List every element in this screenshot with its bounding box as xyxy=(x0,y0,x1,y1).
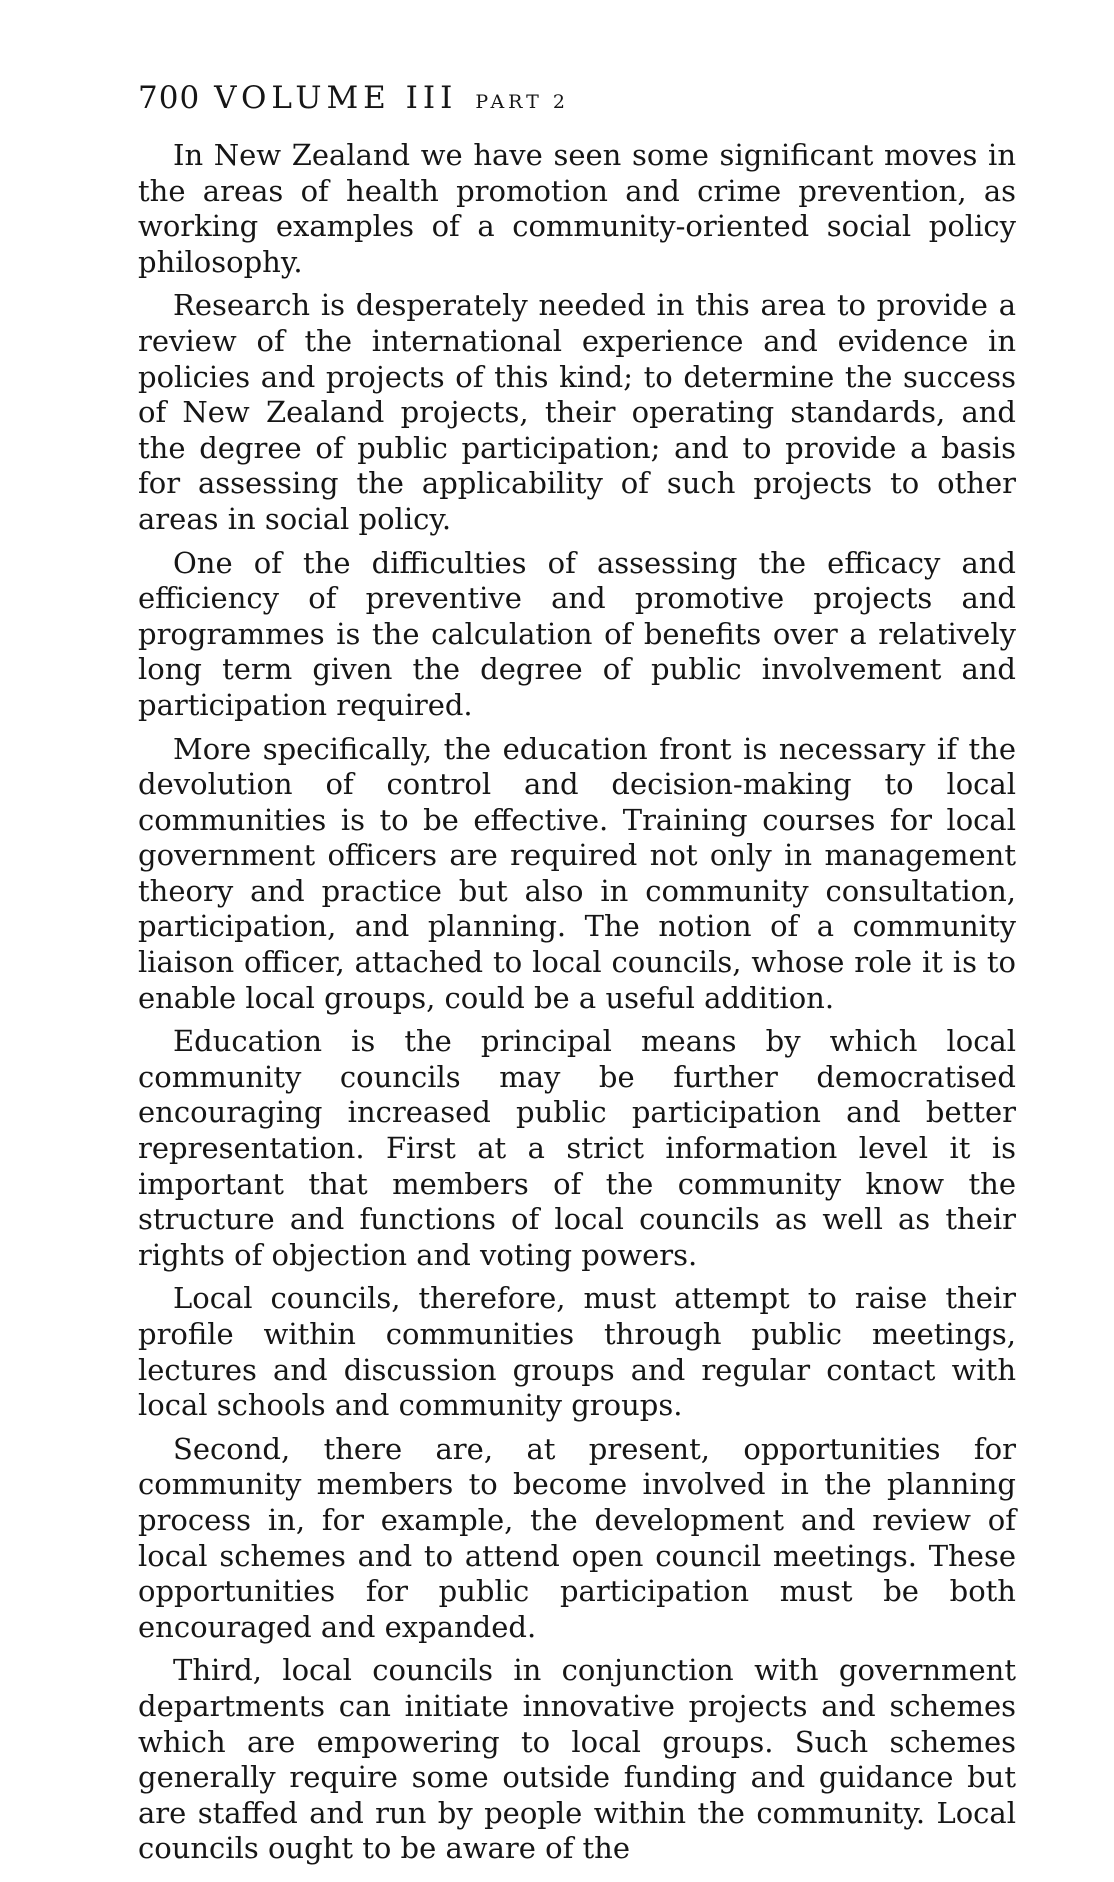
paragraph: Local councils, therefore, must attempt to raise their profile within communities through public meetings, lectures and discussion groups and regular contact with local schools and community groups. xyxy=(138,1281,1016,1423)
paragraph: More specifically, the education front is necessary if the devolution of control and decision-making to local communities is to be effective. Training courses for local government officers are required not only in management theory and practice but also in community consultation, participation, and planning. The notion of a community liaison officer, attached to local councils, whose role it is to enable local groups, could be a useful addition. xyxy=(138,731,1016,1015)
volume-label: VOLUME III xyxy=(214,80,458,116)
paragraph: Education is the principal means by which local community councils may be further democratised encouraging increased public participation and better representation. First at a strict information level it is important that members of the community know the structure and functions of local councils as well as their rights of objection and voting powers. xyxy=(138,1024,1016,1272)
body-text xyxy=(138,138,1016,1867)
running-head xyxy=(138,80,1016,116)
part-label: PART 2 xyxy=(475,91,569,113)
paragraph: Third, local councils in conjunction with government departments can initiate innovative projects and schemes which are empowering to local groups. Such schemes generally require some outside funding and guidance but are staffed and run by people within the community. Local councils ought to be aware of the xyxy=(138,1653,1016,1866)
paragraph: Second, there are, at present, opportunities for community members to become involved in the planning process in, for example, the development and review of local schemes and to attend open council meetings. These opportunities for public participation must be both encouraged and expanded. xyxy=(138,1431,1016,1644)
page-number: 700 xyxy=(138,80,201,116)
paragraph: Research is desperately needed in this area to provide a review of the international experience and evidence in policies and projects of this kind; to determine the success of New Zealand projects, their operating standards, and the degree of public participation; and to provide a basis for assessing the applicability of such projects to other areas in social policy. xyxy=(138,288,1016,536)
paragraph: In New Zealand we have seen some significant moves in the areas of health promotion and crime prevention, as working examples of a community-oriented social policy philosophy. xyxy=(138,138,1016,279)
paragraph: One of the difficulties of assessing the efficacy and efficiency of preventive and promotive projects and programmes is the calculation of benefits over a relatively long term given the degree of public involvement and participation required. xyxy=(138,545,1016,722)
